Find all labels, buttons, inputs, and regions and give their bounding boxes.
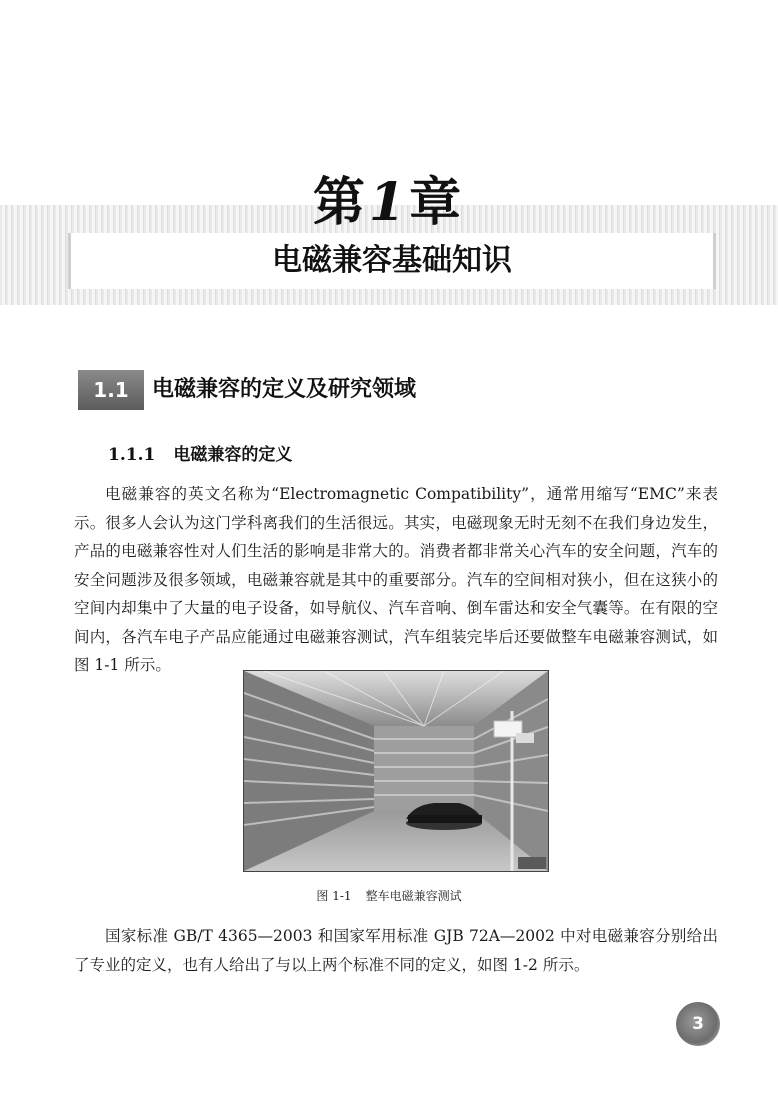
figure-caption bbox=[0, 887, 778, 904]
figure-caption-text: 整车电磁兼容测试 bbox=[365, 889, 462, 903]
figure-number: 图 1-1 bbox=[316, 889, 352, 903]
subsection-number: 1.1.1 bbox=[108, 445, 156, 465]
subsection-heading bbox=[108, 440, 292, 465]
subsection-title: 电磁兼容的定义 bbox=[173, 445, 293, 465]
chapter-prefix: 第 bbox=[312, 173, 369, 233]
anechoic-chamber-image bbox=[244, 671, 548, 871]
body-paragraph: 国家标准 GB/T 4365—2003 和国家军用标准 GJB 72A—2002 中对电磁兼容分别给出了专业的定义，也有人给出了与以上两个标准不同的定义，如图 1-2 所示。 bbox=[74, 927, 718, 974]
section-title: 电磁兼容的定义及研究领域 bbox=[152, 377, 417, 402]
figure-photo-anechoic-chamber bbox=[243, 670, 549, 872]
section-number-badge: 1.1 bbox=[78, 370, 144, 410]
chapter-suffix: 章 bbox=[409, 173, 466, 233]
chapter-title: 电磁兼容基础知识 bbox=[68, 233, 716, 289]
chapter-number bbox=[0, 160, 778, 235]
chapter-num: 1 bbox=[368, 172, 410, 233]
body-paragraph: 电磁兼容的英文名称为“Electromagnetic Compatibility”，通常用缩写“EMC”来表示。很多人会认为这门学科离我们的生活很远。其实，电磁现象无时无刻不在我们身边发生，产品的电磁兼容性对人们生活的影响是非常大的。消费者都非常关心汽车的安全问题，汽车的安全问题涉及很多领域，电磁兼容就是其中的重要部分。汽车的空间相对狭小，但在这狭小的空间内却集中了大量的电子设备，如导航仪、汽车音响、倒车雷达和安全气囊等。在有限的空间内，各汽车电子产品应能通过电磁兼容测试，汽车组装完毕后还要做整车电磁兼容测试，如图 1-1 所示。 bbox=[74, 485, 718, 674]
page-number: 3 bbox=[676, 1002, 720, 1046]
